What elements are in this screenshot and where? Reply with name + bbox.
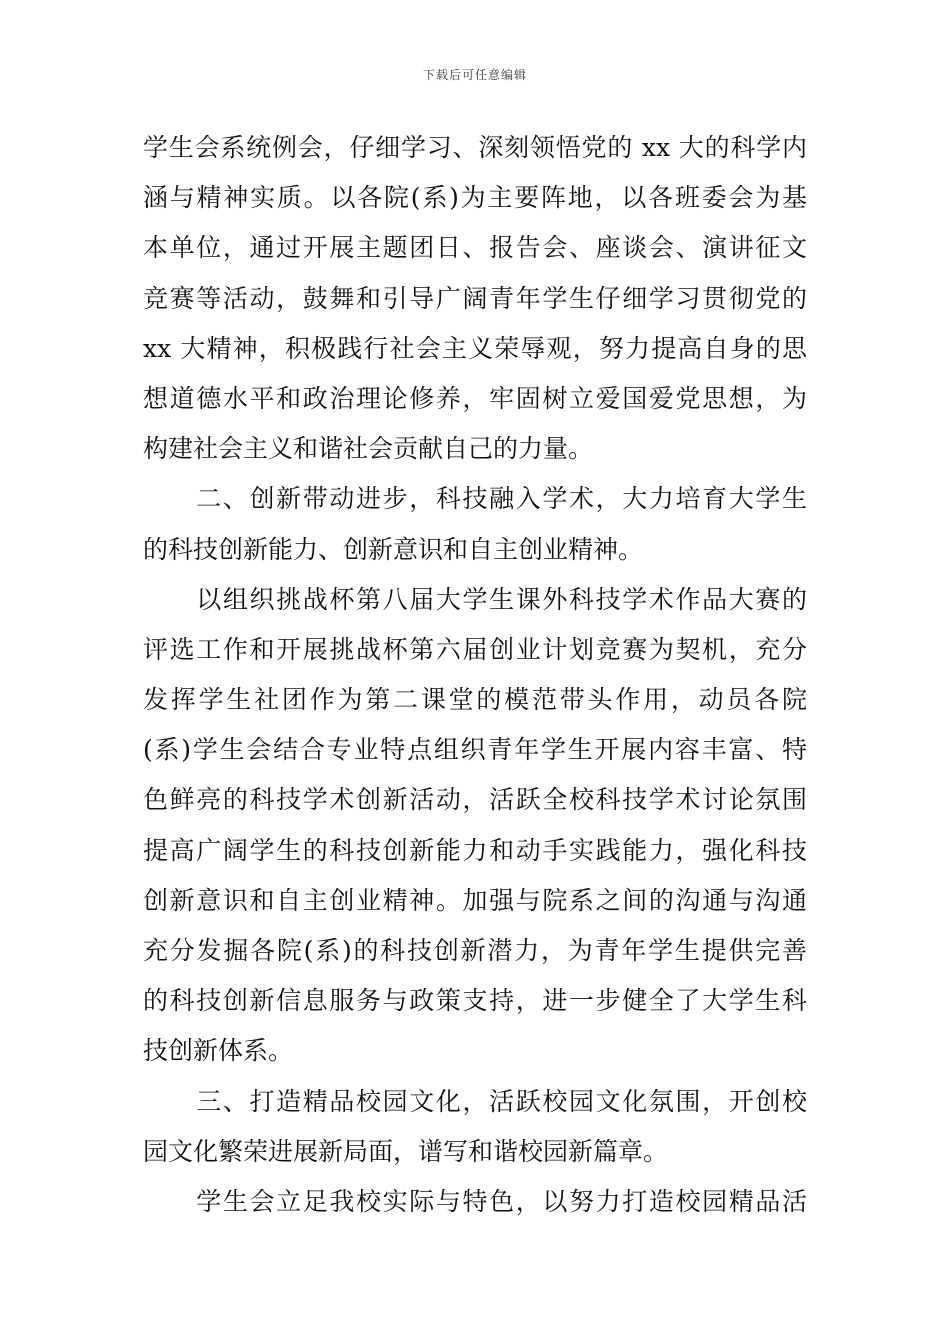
text-line: 三、打造精品校园文化，活跃校园文化氛围，开创校 — [143, 1086, 807, 1116]
document-body — [143, 123, 807, 1227]
text-line: 提高广阔学生的科技创新能力和动手实践能力，强化科技 — [143, 835, 807, 865]
text-line: 评选工作和开展挑战杯第六届创业计划竞赛为契机，充分 — [143, 634, 807, 664]
text-line: 想道德水平和政治理论修养，牢固树立爱国爱党思想，为 — [143, 383, 807, 413]
text-line: 色鲜亮的科技学术创新活动，活跃全校科技学术讨论氛围 — [143, 785, 807, 815]
text-line: 二、创新带动进步，科技融入学术，大力培育大学生 — [143, 484, 807, 514]
text-line: 学生会立足我校实际与特色，以努力打造校园精品活 — [143, 1186, 807, 1216]
text-line: 以组织挑战杯第八届大学生课外科技学术作品大赛的 — [143, 584, 807, 614]
text-line: 的科技创新信息服务与政策支持，进一步健全了大学生科 — [143, 986, 807, 1016]
text-line: 的科技创新能力、创新意识和自主创业精神。 — [143, 534, 644, 564]
page-header: 下载后可任意编辑 — [422, 68, 527, 82]
text-line: 充分发掘各院(系)的科技创新潜力，为青年学生提供完善 — [143, 936, 807, 965]
text-line: 竞赛等活动，鼓舞和引导广阔青年学生仔细学习贯彻党的 — [143, 283, 807, 313]
text-line: (系)学生会结合专业特点组织青年学生开展内容丰富、特 — [143, 735, 807, 765]
text-line: 发挥学生社团作为第二课堂的模范带头作用，动员各院 — [143, 685, 807, 715]
text-line: 技创新体系。 — [143, 1036, 294, 1066]
text-line: 涵与精神实质。以各院(系)为主要阵地，以各班委会为基 — [143, 183, 807, 213]
text-line: xx 大精神，积极践行社会主义荣辱观，努力提高自身的思 — [143, 333, 807, 363]
text-line: 创新意识和自主创业精神。加强与院系之间的沟通与沟通 — [143, 885, 807, 915]
text-line: 学生会系统例会，仔细学习、深刻领悟党的 xx 大的科学内 — [143, 133, 807, 162]
text-line: 构建社会主义和谐社会贡献自己的力量。 — [143, 434, 594, 464]
text-line: 园文化繁荣进展新局面，谱写和谐校园新篇章。 — [143, 1136, 669, 1166]
text-line: 本单位，通过开展主题团日、报告会、座谈会、演讲征文 — [143, 233, 807, 263]
